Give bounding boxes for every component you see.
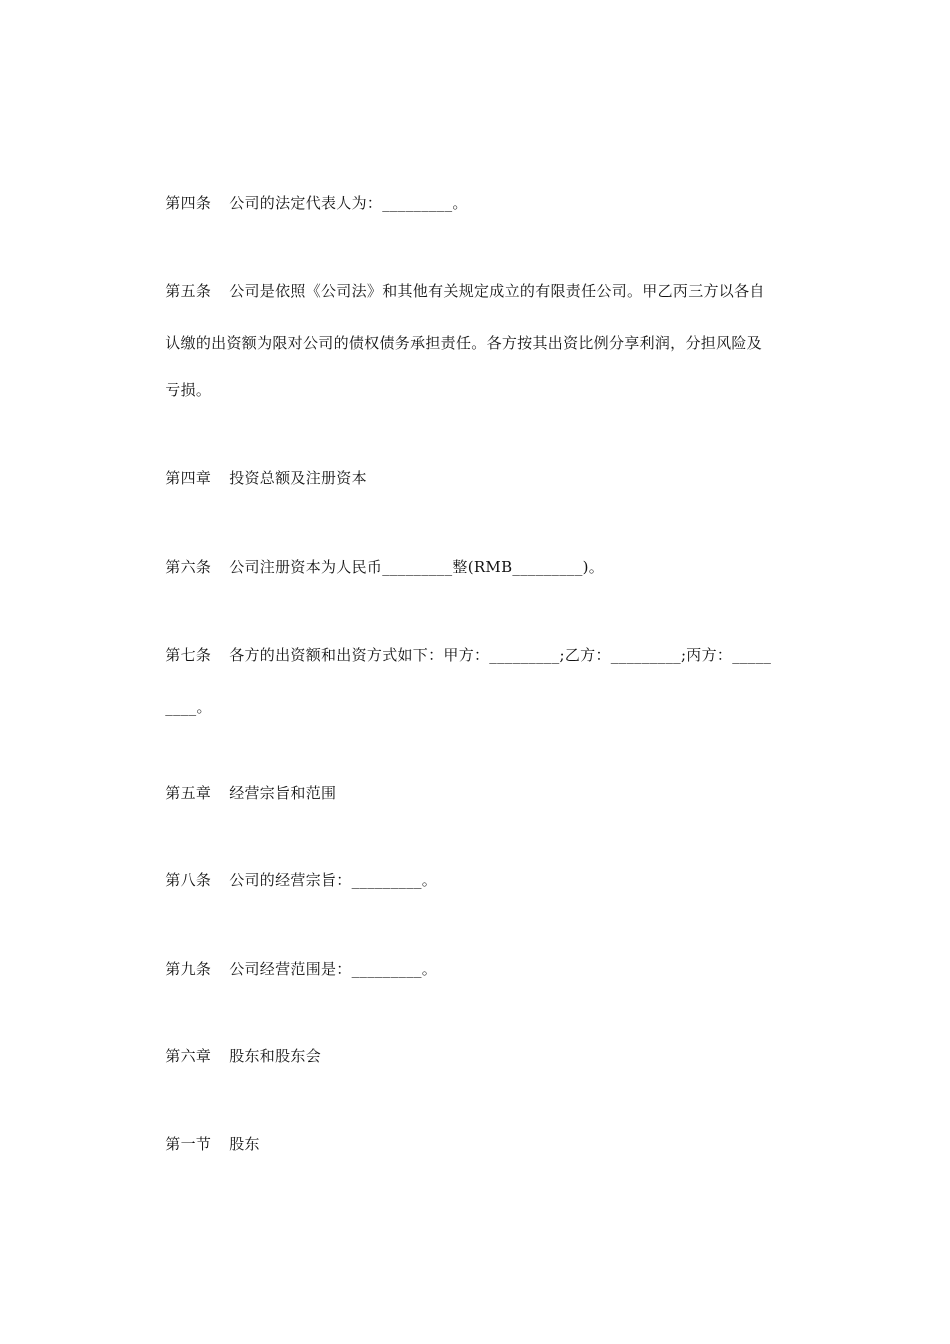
article-7-label: 第七条 [165, 646, 212, 664]
article-5-text-1: 公司是依照《公司法》和其他有关规定成立的有限责任公司。甲乙丙三方以各自 [229, 282, 765, 300]
chapter-4-label: 第四章 [165, 469, 212, 487]
chapter-6-label: 第六章 [165, 1047, 212, 1065]
article-6-text: 公司注册资本为人民币_________整(RMB_________)。 [229, 558, 605, 576]
article-5-text-2: 认缴的出资额为限对公司的债权债务承担责任。各方按其出资比例分享利润，分担风险及 [165, 334, 762, 352]
article-4-text: 公司的法定代表人为：_________。 [229, 194, 468, 212]
article-9 [145, 939, 815, 999]
article-4 [145, 173, 815, 233]
article-6 [145, 537, 815, 597]
chapter-6-heading [145, 1026, 815, 1086]
section-1-label: 第一节 [165, 1135, 212, 1153]
article-7-text-2: ____。 [165, 698, 212, 716]
article-8 [145, 850, 815, 910]
article-7-line-1 [145, 625, 815, 685]
article-6-label: 第六条 [165, 558, 212, 576]
article-5-text-3: 亏损。 [165, 381, 212, 399]
section-1-title: 股东 [229, 1135, 260, 1153]
section-1-heading [145, 1114, 815, 1174]
chapter-5-title: 经营宗旨和范围 [229, 784, 337, 802]
article-5-label: 第五条 [165, 282, 212, 300]
chapter-5-label: 第五章 [165, 784, 212, 802]
article-5-line-3 [145, 360, 815, 420]
chapter-4-title: 投资总额及注册资本 [229, 469, 367, 487]
chapter-5-heading [145, 763, 815, 823]
article-7-line-2 [145, 677, 815, 737]
article-8-text: 公司的经营宗旨：_________。 [229, 871, 438, 889]
article-9-text: 公司经营范围是：_________。 [229, 960, 438, 978]
article-4-label: 第四条 [165, 194, 212, 212]
article-8-label: 第八条 [165, 871, 212, 889]
article-5-line-1 [145, 261, 815, 321]
chapter-4-heading [145, 448, 815, 508]
chapter-6-title: 股东和股东会 [229, 1047, 321, 1065]
article-9-label: 第九条 [165, 960, 212, 978]
article-7-text-1: 各方的出资额和出资方式如下：甲方：_________;乙方：_________;丙方：_____ [229, 646, 772, 664]
